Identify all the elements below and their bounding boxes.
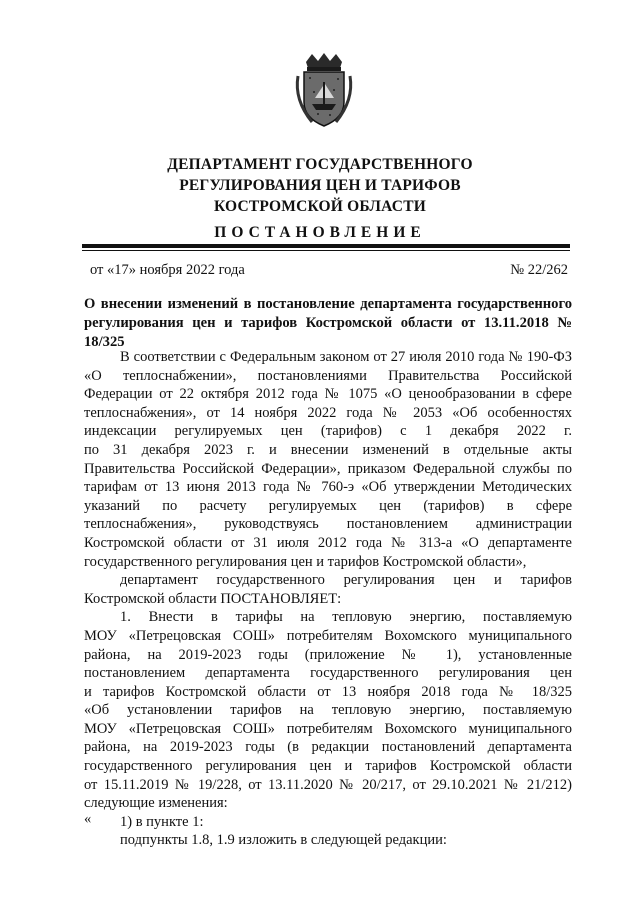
body-line: теплоснабжения», руководствуясь постановлением администрации bbox=[84, 516, 572, 533]
date-number-line bbox=[90, 262, 568, 279]
body-line: государственного регулирования цен и тарифов Костромской области», bbox=[84, 553, 527, 570]
body-line: 1. Внести в тарифы на тепловую энергию, поставляемую bbox=[120, 609, 572, 626]
body-line: теплоснабжения», от 14 ноября 2022 года № 2053 «Об особенностях bbox=[84, 404, 572, 421]
body-line: государственного регулирования цен и тарифов Костромской области bbox=[84, 758, 572, 775]
document-body bbox=[84, 348, 572, 850]
department-name bbox=[0, 154, 640, 217]
document-subject bbox=[84, 295, 572, 352]
body-line: тарифам от 13 июня 2013 года № 760-э «Об утверждении Методических bbox=[84, 479, 572, 496]
body-line: Костромской области от 31 июля 2012 года № 313-а «О департаменте bbox=[84, 534, 572, 551]
document-type-title: ПОСТАНОВЛЕНИЕ bbox=[214, 224, 426, 241]
department-line-2: РЕГУЛИРОВАНИЯ ЦЕН И ТАРИФОВ bbox=[179, 177, 461, 194]
opening-quote-mark: « bbox=[84, 811, 92, 827]
body-line: «О теплоснабжении», постановлениями Правительства Российской bbox=[84, 367, 572, 384]
header-divider-thick bbox=[82, 244, 570, 248]
body-line: района, на 2019-2023 годы (в редакции постановлений департамента bbox=[84, 739, 572, 756]
subject-line-1: О внесении изменений в постановление департамента государственного bbox=[84, 296, 572, 312]
body-line: МОУ «Петрецовская СОШ» потребителям Вохомского муниципального bbox=[84, 720, 572, 737]
body-line: департамент государственного регулирования цен и тарифов bbox=[120, 572, 572, 589]
body-item-1: 1) в пункте 1: bbox=[120, 813, 204, 830]
body-line: указаний по расчету регулируемых цен (тарифов) в сфере bbox=[84, 497, 572, 514]
body-line: В соответствии с Федеральным законом от 27 июля 2010 года № 190-ФЗ bbox=[120, 349, 572, 365]
body-line: «Об установлении тарифов на тепловую энергию, поставляемую bbox=[84, 702, 572, 719]
document-date: от «17» ноября 2022 года bbox=[90, 262, 245, 278]
header-divider-thin bbox=[82, 250, 570, 251]
body-line: МОУ «Петрецовская СОШ» потребителям Вохомского муниципального bbox=[84, 627, 572, 644]
kostroma-coat-of-arms-emblem bbox=[292, 52, 356, 128]
department-line-3: КОСТРОМСКОЙ ОБЛАСТИ bbox=[213, 198, 426, 215]
body-line: Правительства Российской Федерации», приказом Федеральной службы по bbox=[84, 460, 572, 477]
body-line: района, на 2019-2023 годы (приложение № 1), установленные bbox=[84, 646, 572, 663]
body-line: постановлением департамента государственного регулирования цен bbox=[84, 665, 572, 682]
document-number: № 22/262 bbox=[510, 262, 568, 278]
department-line-1: ДЕПАРТАМЕНТ ГОСУДАРСТВЕННОГО bbox=[167, 156, 473, 173]
subject-line-2: регулирования цен и тарифов Костромской области от 13.11.2018 № 18/325 bbox=[84, 315, 572, 350]
body-line: от 15.11.2019 № 19/228, от 13.11.2020 № 20/217, от 29.10.2021 № 21/212) bbox=[84, 776, 572, 793]
body-line: индексации регулируемых цен (тарифов) с 1 декабря 2022 г. bbox=[84, 423, 572, 440]
body-line: Костромской области ПОСТАНОВЛЯЕТ: bbox=[84, 590, 342, 607]
body-line: Федерации от 22 октября 2012 года № 1075 «О ценообразовании в сфере bbox=[84, 386, 572, 403]
body-line: следующие изменения: bbox=[84, 795, 228, 812]
body-line: по 31 декабря 2023 г. и внесении изменений в отдельные акты bbox=[84, 441, 572, 458]
body-line: и тарифов Костромской области от 13 ноября 2018 года № 18/325 bbox=[84, 683, 572, 700]
body-item-2: подпункты 1.8, 1.9 изложить в следующей редакции: bbox=[120, 832, 447, 849]
